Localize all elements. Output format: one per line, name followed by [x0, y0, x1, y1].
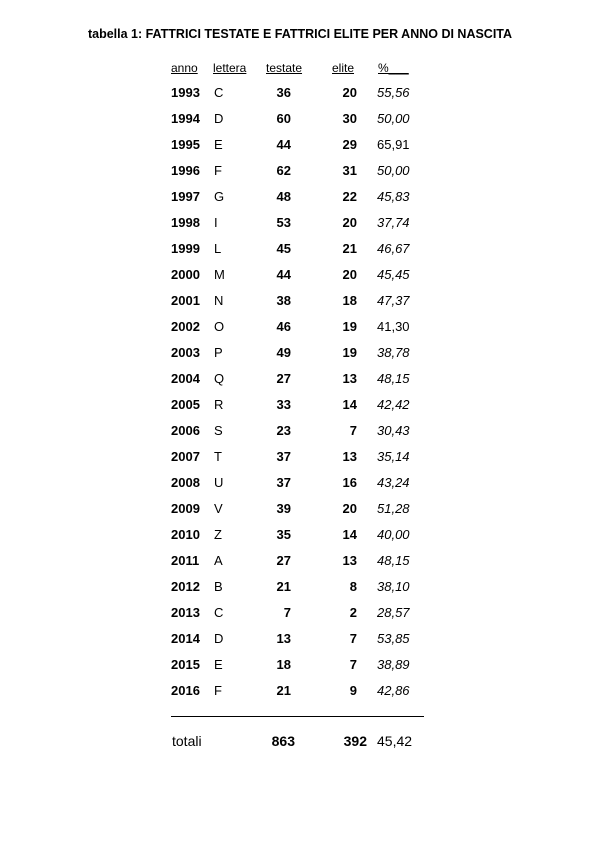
pct-cell: 42,42: [377, 397, 410, 412]
year-cell: 2003: [171, 345, 200, 360]
pct-cell: 43,24: [377, 475, 410, 490]
totals-testate: 863: [271, 733, 295, 749]
table-row: [0, 449, 600, 475]
year-cell: 2004: [171, 371, 200, 386]
testate-cell: 27: [276, 553, 291, 568]
elite-cell: 22: [342, 189, 357, 204]
elite-cell: 20: [342, 501, 357, 516]
testate-cell: 45: [276, 241, 291, 256]
testate-cell: 37: [276, 449, 291, 464]
year-cell: 1993: [171, 85, 200, 100]
table-row: [0, 345, 600, 371]
testate-cell: 60: [276, 111, 291, 126]
testate-cell: 62: [276, 163, 291, 178]
letter-cell: P: [214, 345, 223, 360]
year-cell: 1997: [171, 189, 200, 204]
table-row: [0, 267, 600, 293]
table-row: [0, 579, 600, 605]
testate-cell: 13: [276, 631, 291, 646]
pct-cell: 46,67: [377, 241, 410, 256]
elite-cell: 2: [349, 605, 357, 620]
pct-cell: 65,91: [377, 137, 410, 152]
letter-cell: I: [214, 215, 218, 230]
year-cell: 2015: [171, 657, 200, 672]
table-row: [0, 189, 600, 215]
letter-cell: A: [214, 553, 223, 568]
header-lettera: lettera: [213, 61, 247, 75]
letter-cell: E: [214, 657, 223, 672]
elite-cell: 19: [342, 345, 357, 360]
table-row: [0, 397, 600, 423]
elite-cell: 30: [342, 111, 357, 126]
letter-cell: Q: [214, 371, 225, 386]
elite-cell: 14: [342, 527, 357, 542]
table-row: [0, 319, 600, 345]
year-cell: 2009: [171, 501, 200, 516]
table-row: [0, 631, 600, 657]
elite-cell: 13: [342, 449, 357, 464]
letter-cell: N: [214, 293, 224, 308]
elite-cell: 8: [349, 579, 357, 594]
letter-cell: G: [214, 189, 225, 204]
year-cell: 1999: [171, 241, 200, 256]
testate-cell: 21: [276, 683, 291, 698]
table-row: [0, 111, 600, 137]
table-row: [0, 553, 600, 579]
year-cell: 1998: [171, 215, 200, 230]
year-cell: 2000: [171, 267, 200, 282]
testate-cell: 44: [276, 267, 291, 282]
totals-label: totali: [172, 733, 202, 749]
testate-cell: 7: [283, 605, 291, 620]
header-pct: %___: [378, 61, 409, 75]
year-cell: 2008: [171, 475, 200, 490]
year-cell: 2010: [171, 527, 200, 542]
pct-cell: 53,85: [377, 631, 410, 646]
letter-cell: D: [214, 631, 224, 646]
pct-cell: 50,00: [377, 163, 410, 178]
testate-cell: 27: [276, 371, 291, 386]
totals-pct: 45,42: [377, 733, 413, 749]
elite-cell: 14: [342, 397, 357, 412]
header-elite: elite: [332, 61, 355, 75]
elite-cell: 20: [342, 215, 357, 230]
testate-cell: 37: [276, 475, 291, 490]
header-anno: anno: [171, 61, 198, 75]
pct-cell: 42,86: [377, 683, 410, 698]
pct-cell: 55,56: [377, 85, 410, 100]
letter-cell: T: [214, 449, 222, 464]
pct-cell: 35,14: [377, 449, 410, 464]
year-cell: 2012: [171, 579, 200, 594]
year-cell: 2011: [171, 553, 200, 568]
table-row: [0, 293, 600, 319]
letter-cell: O: [214, 319, 225, 334]
totals-elite: 392: [343, 733, 367, 749]
elite-cell: 16: [342, 475, 357, 490]
year-cell: 1994: [171, 111, 200, 126]
table-row: [0, 215, 600, 241]
pct-cell: 50,00: [377, 111, 410, 126]
header-testate: testate: [266, 61, 303, 75]
table-row: [0, 657, 600, 683]
letter-cell: F: [214, 163, 222, 178]
table-row: [0, 475, 600, 501]
testate-cell: 49: [276, 345, 291, 360]
elite-cell: 29: [342, 137, 357, 152]
year-cell: 2016: [171, 683, 200, 698]
table-row: [0, 527, 600, 553]
elite-cell: 19: [342, 319, 357, 334]
testate-cell: 18: [276, 657, 291, 672]
letter-cell: R: [214, 397, 224, 412]
elite-cell: 31: [342, 163, 357, 178]
pct-cell: 30,43: [377, 423, 410, 438]
letter-cell: S: [214, 423, 223, 438]
pct-cell: 47,37: [377, 293, 410, 308]
pct-cell: 40,00: [377, 527, 410, 542]
year-cell: 2005: [171, 397, 200, 412]
year-cell: 2006: [171, 423, 200, 438]
testate-cell: 21: [276, 579, 291, 594]
testate-cell: 38: [276, 293, 291, 308]
table-row: [0, 137, 600, 163]
pct-cell: 48,15: [377, 371, 410, 386]
testate-cell: 53: [276, 215, 291, 230]
year-cell: 2002: [171, 319, 200, 334]
testate-cell: 33: [276, 397, 291, 412]
letter-cell: D: [214, 111, 224, 126]
elite-cell: 7: [349, 631, 357, 646]
elite-cell: 13: [342, 371, 357, 386]
pct-cell: 48,15: [377, 553, 410, 568]
letter-cell: Z: [214, 527, 222, 542]
letter-cell: F: [214, 683, 222, 698]
table-row: [0, 241, 600, 267]
letter-cell: M: [214, 267, 225, 282]
testate-cell: 44: [276, 137, 291, 152]
testate-cell: 39: [276, 501, 291, 516]
pct-cell: 45,45: [377, 267, 410, 282]
testate-cell: 23: [276, 423, 291, 438]
letter-cell: U: [214, 475, 224, 490]
letter-cell: L: [214, 241, 222, 256]
letter-cell: V: [214, 501, 223, 516]
pct-cell: 38,78: [377, 345, 410, 360]
elite-cell: 7: [349, 423, 357, 438]
year-cell: 1996: [171, 163, 200, 178]
pct-cell: 41,30: [377, 319, 410, 334]
elite-cell: 21: [342, 241, 357, 256]
pct-cell: 28,57: [377, 605, 410, 620]
letter-cell: C: [214, 85, 224, 100]
testate-cell: 36: [276, 85, 291, 100]
pct-cell: 51,28: [377, 501, 410, 516]
totals-divider: [171, 716, 424, 717]
document-title: tabella 1: FATTRICI TESTATE E FATTRICI ELITE PER ANNO DI NASCITA: [87, 27, 513, 41]
elite-cell: 7: [349, 657, 357, 672]
testate-cell: 48: [276, 189, 291, 204]
year-cell: 2007: [171, 449, 200, 464]
pct-cell: 38,89: [377, 657, 410, 672]
table-row: [0, 605, 600, 631]
table-row: [0, 501, 600, 527]
table-row: [0, 163, 600, 189]
pct-cell: 38,10: [377, 579, 410, 594]
letter-cell: E: [214, 137, 223, 152]
pct-cell: 37,74: [377, 215, 410, 230]
elite-cell: 9: [349, 683, 357, 698]
testate-cell: 46: [276, 319, 291, 334]
letter-cell: B: [214, 579, 223, 594]
elite-cell: 18: [342, 293, 357, 308]
year-cell: 1995: [171, 137, 200, 152]
pct-cell: 45,83: [377, 189, 410, 204]
elite-cell: 20: [342, 267, 357, 282]
year-cell: 2014: [171, 631, 200, 646]
testate-cell: 35: [276, 527, 291, 542]
year-cell: 2001: [171, 293, 200, 308]
table-row: [0, 423, 600, 449]
elite-cell: 13: [342, 553, 357, 568]
table-row: [0, 85, 600, 111]
table-row: [0, 683, 600, 709]
elite-cell: 20: [342, 85, 357, 100]
table-row: [0, 371, 600, 397]
year-cell: 2013: [171, 605, 200, 620]
letter-cell: C: [214, 605, 224, 620]
